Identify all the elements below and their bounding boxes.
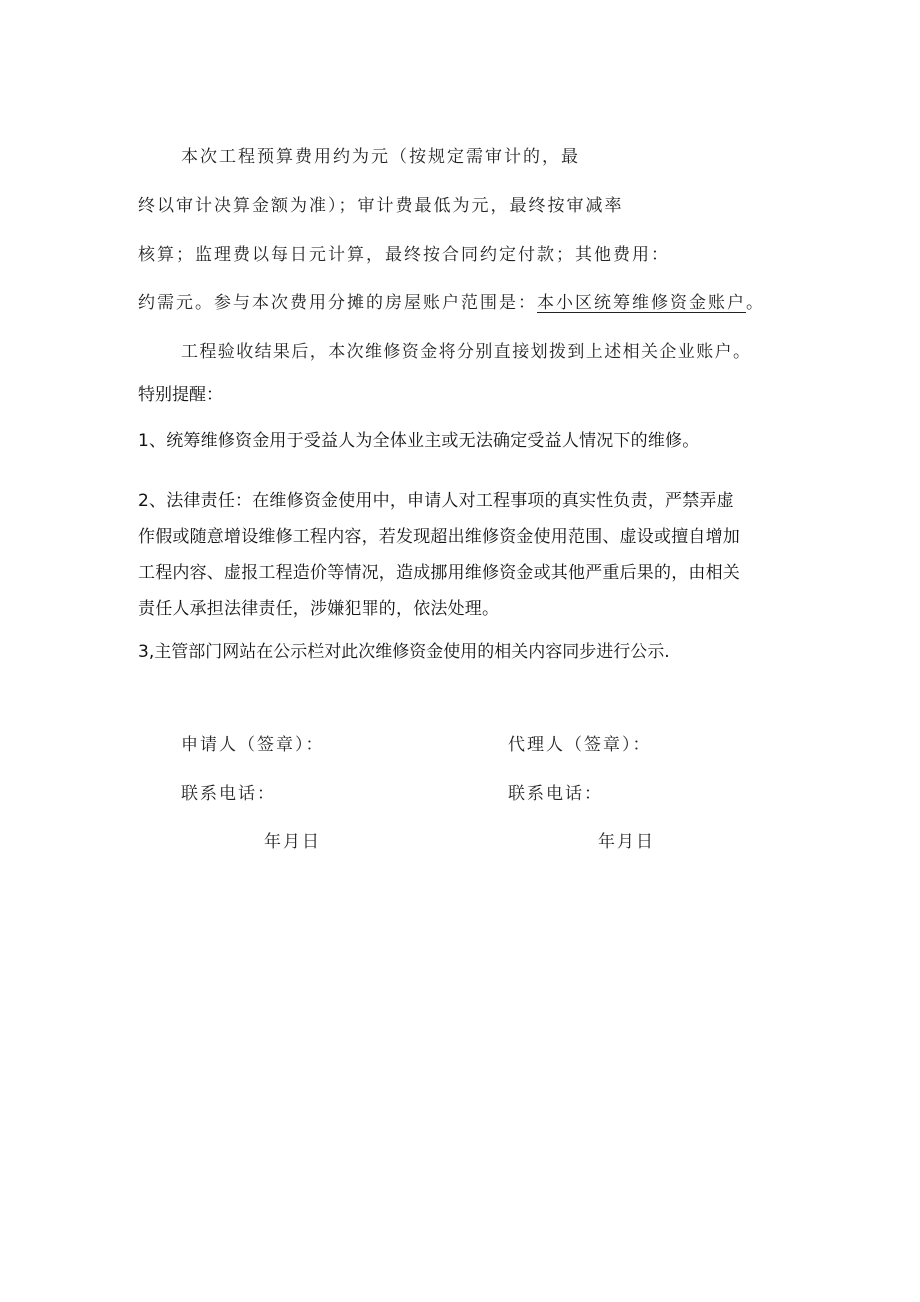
applicant-sign-label: 申请人（签章）：: [181, 735, 325, 755]
intro-line-4: [138, 288, 765, 313]
reminder-heading: 特别提醒：: [138, 385, 223, 405]
applicant-date-label: 年月日: [264, 832, 321, 852]
reminder-item-2-line-4: 责任人承担法律责任，涉嫌犯罪的，依法处理。: [138, 599, 500, 619]
intro-line-4-prefix: 约需元。参与本次费用分摊的房屋账户范围是：: [138, 293, 537, 313]
intro-line-1: 本次工程预算费用约为元（按规定需审计的，最: [181, 147, 580, 167]
agent-phone-label: 联系电话：: [508, 784, 603, 804]
agent-sign-label: 代理人（签章）：: [508, 735, 652, 755]
reminder-item-2-line-1: 2、法律责任：在维修资金使用中，申请人对工程事项的真实性负责，严禁弄虚: [138, 491, 734, 511]
intro-line-4-suffix: 。: [746, 293, 765, 313]
acceptance-paragraph: 工程验收结果后，本次维修资金将分别直接划拨到上述相关企业账户。: [181, 342, 752, 362]
intro-line-2: 终以审计决算金额为准）；审计费最低为元，最终按审减率: [138, 196, 624, 216]
intro-line-3: 核算；监理费以每日元计算，最终按合同约定付款；其他费用：: [138, 245, 670, 265]
agent-date-label: 年月日: [598, 832, 655, 852]
applicant-phone-label: 联系电话：: [181, 784, 276, 804]
reminder-item-3: 3,主管部门网站在公示栏对此次维修资金使用的相关内容同步进行公示.: [138, 642, 670, 662]
reminder-item-2-line-2: 作假或随意增设维修工程内容，若发现超出维修资金使用范围、虚设或擅自增加: [138, 527, 740, 547]
account-scope: 本小区统筹维修资金账户: [537, 293, 746, 313]
reminder-item-2-line-3: 工程内容、虚报工程造价等情况，造成挪用维修资金或其他严重后果的，由相关: [138, 563, 740, 583]
reminder-item-1: 1、统筹维修资金用于受益人为全体业主或无法确定受益人情况下的维修。: [138, 431, 700, 451]
